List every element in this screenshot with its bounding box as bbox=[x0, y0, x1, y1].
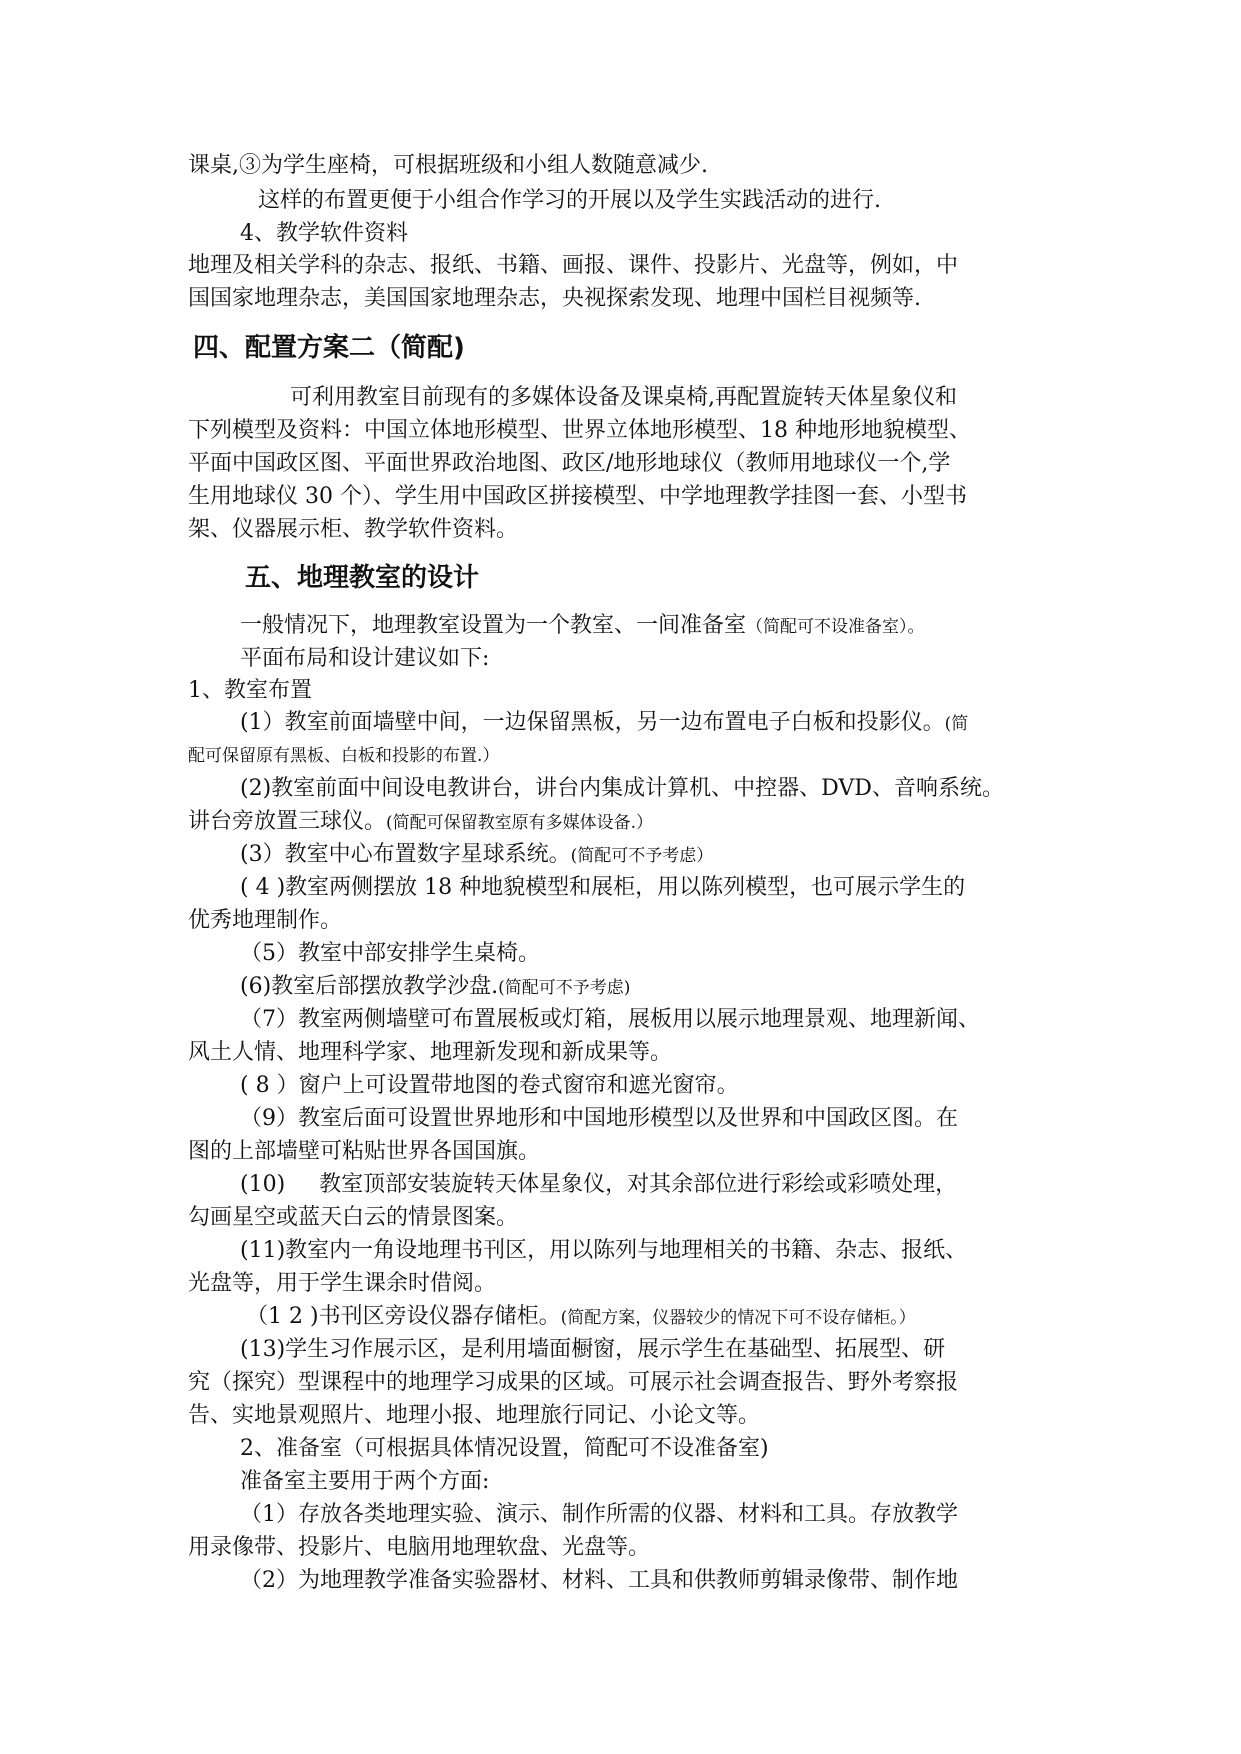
paragraph-line: （2）为地理教学准备实验器材、材料、工具和供教师剪辑录像带、制作地 bbox=[240, 1568, 958, 1593]
line-text: (6)教室后部摆放教学沙盘. bbox=[240, 974, 499, 999]
paragraph-line: 下列模型及资料：中国立体地形模型、世界立体地形模型、18 种地形地貌模型、 bbox=[188, 418, 971, 443]
line-text: (1）教室前面墙壁中间，一边保留黑板，另一边布置电子白板和投影仪。 bbox=[240, 710, 945, 735]
line-text: (10) bbox=[240, 1172, 286, 1197]
paragraph-line bbox=[188, 806, 1058, 839]
paragraph-line: 国国家地理杂志，美国国家地理杂志，央视探索发现、地理中国栏目视频等. bbox=[188, 286, 921, 311]
paragraph-line: 课桌,③为学生座椅，可根据班级和小组人数随意减少. bbox=[188, 153, 708, 178]
paragraph-line bbox=[246, 1301, 1116, 1334]
line-text: (3）教室中心布置数字星球系统。 bbox=[240, 842, 571, 867]
section-heading-4: 四、配置方案二（简配) bbox=[193, 333, 465, 363]
subheading-teaching-software: 4、教学软件资料 bbox=[240, 221, 408, 246]
section-heading-5: 五、地理教室的设计 bbox=[245, 563, 480, 593]
paragraph-line: 配可保留原有黑板、白板和投影的布置.） bbox=[188, 746, 500, 766]
line-note: （可根据具体情况设置，简配可不设准备室) bbox=[342, 1436, 769, 1461]
paragraph-line: 究（探究）型课程中的地理学习成果的区域。可展示社会调查报告、野外考察报 bbox=[188, 1370, 959, 1395]
paragraph-line: ( 8 ）窗户上可设置带地图的卷式窗帘和遮光窗帘。 bbox=[240, 1073, 739, 1098]
paragraph-line: (11)教室内一角设地理书刊区，用以陈列与地理相关的书籍、杂志、报纸、 bbox=[240, 1238, 968, 1263]
paragraph-line bbox=[240, 839, 1110, 872]
line-text: 2、准备室 bbox=[240, 1436, 342, 1461]
line-note: （简配可不设准备室）。 bbox=[746, 617, 925, 637]
paragraph-line: 光盘等，用于学生课余时借阅。 bbox=[188, 1271, 497, 1296]
paragraph-line: 生用地球仪 30 个）、学生用中国政区拼接模型、中学地理教学挂图一套、小型书 bbox=[188, 484, 967, 509]
line-note: (简配可保留教室原有多媒体设备.） bbox=[386, 813, 654, 833]
paragraph-line: 勾画星空或蓝天白云的情景图案。 bbox=[188, 1205, 519, 1230]
paragraph-line: 地理及相关学科的杂志、报纸、书籍、画报、课件、投影片、光盘等，例如，中 bbox=[188, 253, 959, 278]
paragraph-line: 告、实地景观照片、地理小报、地理旅行同记、小论文等。 bbox=[188, 1403, 761, 1428]
line-text: 讲台旁放置三球仪。 bbox=[188, 809, 387, 834]
paragraph-line: ( 4 )教室两侧摆放 18 种地貌模型和展柜，用以陈列模型，也可展示学生的 bbox=[240, 875, 966, 900]
paragraph-line: 图的上部墙壁可粘贴世界各国国旗。 bbox=[188, 1139, 541, 1164]
paragraph-line: （9）教室后面可设置世界地形和中国地形模型以及世界和中国政区图。在 bbox=[240, 1106, 958, 1131]
line-text: （1 2 )书刊区旁设仪器存储柜。 bbox=[246, 1304, 561, 1329]
paragraph-line: (2)教室前面中间设电教讲台，讲台内集成计算机、中控器、DVD、音响系统。 bbox=[240, 776, 1004, 801]
paragraph-line: 风土人情、地理科学家、地理新发现和新成果等。 bbox=[188, 1040, 673, 1065]
paragraph-line: 架、仪器展示柜、教学软件资料。 bbox=[188, 517, 519, 542]
paragraph-line: 平面布局和设计建议如下: bbox=[240, 646, 490, 671]
paragraph-line: （7）教室两侧墙壁可布置展板或灯箱，展板用以展示地理景观、地理新闻、 bbox=[240, 1007, 980, 1032]
line-text: 一般情况下，地理教室设置为一个教室、一间准备室 bbox=[240, 613, 747, 638]
paragraph-line: (13)学生习作展示区，是利用墙面橱窗，展示学生在基础型、拓展型、研 bbox=[240, 1337, 946, 1362]
paragraph-line: 这样的布置更便于小组合作学习的开展以及学生实践活动的进行. bbox=[258, 188, 881, 213]
paragraph-line bbox=[240, 707, 1110, 740]
line-note: (简配方案，仪器较少的情况下可不设存储柜。） bbox=[560, 1308, 916, 1328]
line-note: (简配可不予考虑） bbox=[570, 846, 714, 866]
paragraph-line bbox=[240, 1169, 1110, 1201]
paragraph-line: 用录像带、投影片、电脑用地理软盘、光盘等。 bbox=[188, 1535, 651, 1560]
subheading-classroom-layout: 1、教室布置 bbox=[188, 678, 312, 703]
paragraph-line: 平面中国政区图、平面世界政治地图、政区/地形地球仪（教师用地球仪一个,学 bbox=[188, 451, 951, 476]
paragraph-line: 优秀地理制作。 bbox=[188, 908, 343, 933]
paragraph-line bbox=[240, 610, 1110, 643]
paragraph-line: 准备室主要用于两个方面: bbox=[240, 1469, 490, 1494]
paragraph-line bbox=[240, 971, 1110, 1004]
line-text: 教室顶部安装旋转天体星象仪，对其余部位进行彩绘或彩喷处理， bbox=[319, 1172, 958, 1197]
paragraph-line: 可利用教室目前现有的多媒体设备及课桌椅,再配置旋转天体星象仪和 bbox=[290, 385, 957, 410]
line-note: (简 bbox=[944, 714, 969, 734]
paragraph-line: （5）教室中部安排学生桌椅。 bbox=[240, 941, 540, 966]
paragraph-line: （1）存放各类地理实验、演示、制作所需的仪器、材料和工具。存放教学 bbox=[240, 1502, 958, 1527]
subheading-prep-room bbox=[240, 1433, 1110, 1465]
line-note: (简配可不予考虑) bbox=[498, 978, 631, 998]
